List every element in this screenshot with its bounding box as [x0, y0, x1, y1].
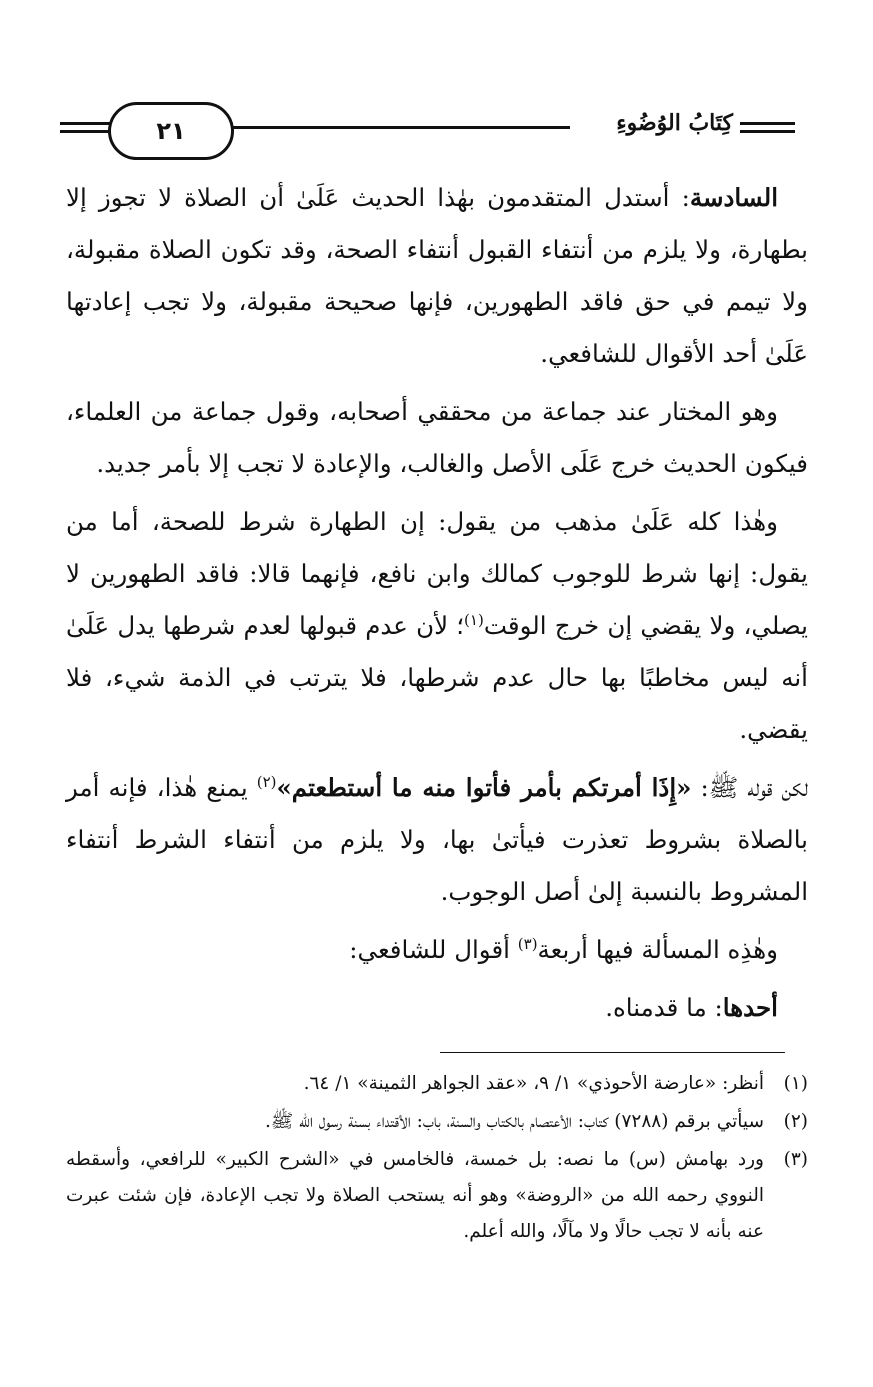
paragraph-2-text: وهو المختار عند جماعة من محققي أصحابه، وقول جماعة من العلماء، فيكون الحديث خرج عَلَى الأصل والغالب، والإعادة لا تجب إلا بأمر جديد. [66, 397, 808, 478]
header-rule-right-lower [740, 130, 795, 133]
paragraph-6 [66, 982, 808, 1034]
paragraph-3 [66, 496, 808, 756]
page-number: ٢١ [108, 102, 234, 160]
hadith-quote: «إِذَا أمرتكم بأمر فأتوا منه ما أستطعتم» [276, 773, 692, 802]
paragraph-1-text: : أستدل المتقدمون بهٰذا الحديث عَلَىٰ أن الصلاة لا تجوز إلا بطهارة، ولا يلزم من أنتفاء القبول أنتفاء الصحة، وقد تكون الصلاة مقبولة، ولا تيمم في حق فاقد الطهورين، فإنها صحيحة مقبولة، ولا تجب إعادتها عَلَىٰ أحد الأقوال للشافعي. [66, 183, 808, 368]
main-text [66, 172, 808, 1040]
footnote-1 [66, 1066, 808, 1102]
chapter-title: كِتَابُ الوُضُوءِ [616, 110, 733, 136]
paragraph-5-text-b: أقوال للشافعي: [349, 935, 518, 964]
footnote-ref-2[interactable]: (٢) [256, 772, 277, 791]
paragraph-3-text-b: ؛ لأن عدم قبولها لعدم شرطها يدل عَلَىٰ أنه ليس مخاطبًا بها حال عدم شرطها، فلا يترتب في الذمة شيء، فلا يقضي. [66, 611, 808, 744]
footnote-3 [66, 1142, 808, 1250]
paragraph-5 [66, 924, 808, 976]
footnotes [66, 1066, 808, 1252]
paragraph-6-text: : ما قدمناه. [605, 993, 723, 1022]
footnote-ref-3[interactable]: (٣) [517, 934, 538, 953]
footnote-separator [440, 1052, 785, 1053]
footnote-text: ورد بهامش (س) ما نصه: بل خمسة، فالخامس في «الشرح الكبير» للرافعي، وأسقطه النووي رحمه الله من «الروضة» وهو أنه يستحب الصلاة ولا تجب الإعادة، فإن شئت عبرت عنه بأنه لا تجب حالًا ولا مآلًا، والله أعلم. [66, 1149, 764, 1242]
footnote-2 [66, 1104, 808, 1140]
header-rule-middle [220, 126, 570, 129]
paragraph-4-text-b: يمنع هٰذا، فإنه أمر بالصلاة بشروط تعذرت فيأتىٰ بها، ولا يلزم من أنتفاء الشرط أنتفاء المشروط بالنسبة إلىٰ أصل الوجوب. [66, 773, 808, 906]
footnote-ref-1[interactable]: (١) [464, 610, 484, 629]
footnote-text: سيأتي برقم (٧٢٨٨) كتاب: الأعتصام بالكتاب والسنة، باب: الأقتداء بسنة رسول الله ﷺ. [264, 1111, 764, 1132]
page-header [60, 100, 795, 160]
paragraph-4 [66, 762, 808, 918]
paragraph-4-text-a: لكن قوله ﷺ: [691, 773, 808, 802]
footnote-number: (٢) [783, 1111, 808, 1132]
footnote-text: أنظر: «عارضة الأحوذي» ١/ ٩، «عقد الجواهر الثمينة» ١/ ٦٤. [303, 1073, 764, 1094]
paragraph-6-label: أحدها [722, 993, 778, 1022]
footnote-number: (١) [783, 1073, 808, 1094]
footnote-number: (٣) [783, 1149, 808, 1170]
paragraph-2 [66, 386, 808, 490]
paragraph-5-text-a: وهٰذِه المسألة فيها أربعة [537, 935, 778, 964]
paragraph-1 [66, 172, 808, 380]
paragraph-3-text-a: وهٰذا كله عَلَىٰ مذهب من يقول: إن الطهارة شرط للصحة، أما من يقول: إنها شرط للوجوب كمالك وابن نافع، فإنهما قالا: فاقد الطهورين لا يصلي، ولا يقضي إن خرج الوقت [66, 507, 808, 640]
paragraph-1-label: السادسة [689, 183, 778, 212]
header-rule-right [740, 122, 795, 125]
